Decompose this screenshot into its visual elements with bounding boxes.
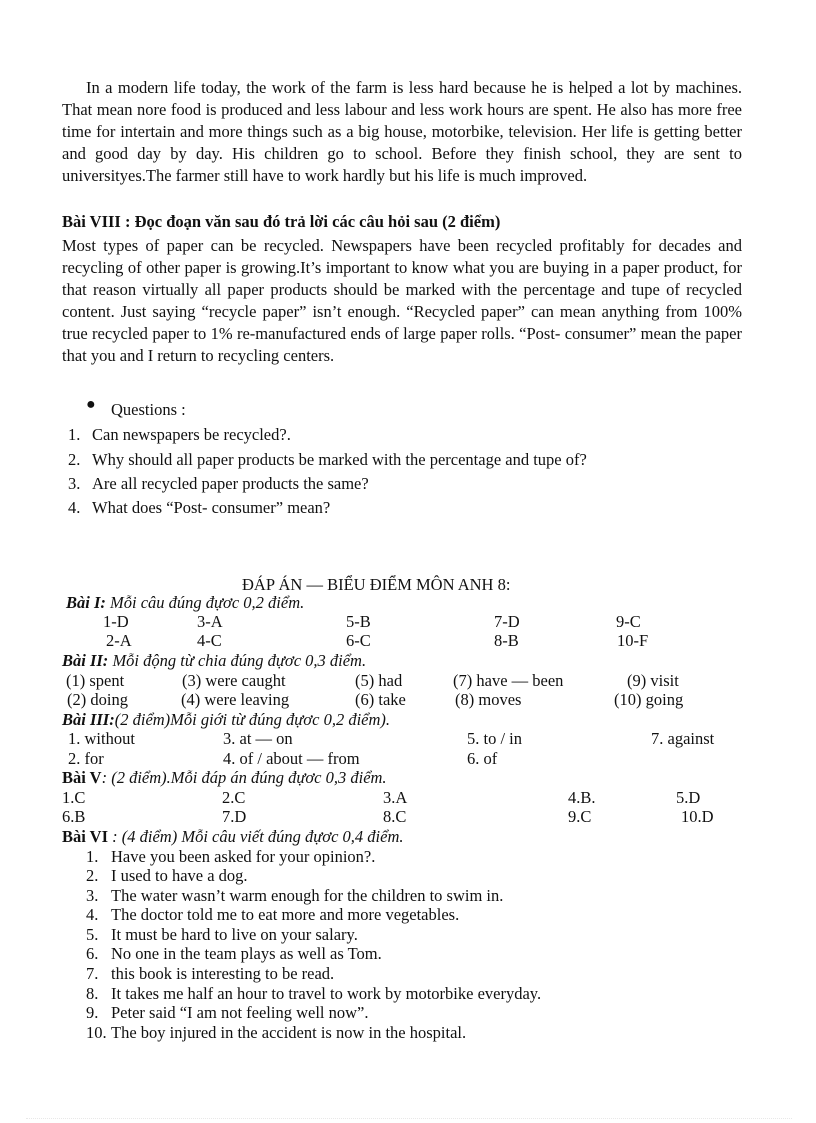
page-bottom-border [26, 1118, 792, 1119]
question-text: Can newspapers be recycled?. [92, 425, 291, 444]
bai5-row2 [0, 807, 816, 827]
answer-cell: (2) doing [67, 690, 128, 709]
answer-cell: 10-F [617, 631, 649, 650]
answer-cell: 1.C [62, 788, 86, 807]
question-num: 3. [68, 474, 81, 493]
item-text: No one in the team plays as well as Tom. [111, 944, 382, 963]
item-num: 8. [86, 984, 99, 1003]
item-text: It must be hard to live on your salary. [111, 925, 358, 944]
bai6-heading [62, 827, 404, 847]
answer-cell: (8) moves [455, 690, 522, 709]
item-text: I used to have a dog. [111, 866, 248, 885]
answer-cell: (10) going [614, 690, 684, 709]
answer-cell: (7) have — been [453, 671, 564, 690]
answer-cell: 4-C [197, 631, 222, 650]
bai6-note: : (4 điểm) Mỗi câu viết đúng đựơc 0,4 điểm. [112, 827, 404, 846]
item-text: The doctor told me to eat more and more vegetables. [111, 905, 460, 924]
bai5-heading [62, 768, 387, 788]
item-text: this book is interesting to be read. [111, 964, 335, 983]
answer-cell: 2. for [68, 749, 104, 768]
answer-cell: 1-D [103, 612, 129, 631]
bai5-note: : (2 điểm).Mỗi đáp án đúng đựơc 0,3 điểm. [101, 768, 387, 787]
item-num: 10. [86, 1023, 107, 1042]
answer-cell: 1. without [68, 729, 135, 748]
question-num: 1. [68, 425, 81, 444]
answer-cell: (3) were caught [182, 671, 286, 690]
answer-cell: 5. to / in [467, 729, 523, 748]
answer-cell: 7-D [494, 612, 520, 631]
answer-cell: 4. of / about — from [223, 749, 360, 768]
bai2-label: Bài II: [62, 651, 109, 670]
item-num: 4. [86, 905, 99, 924]
question-num: 2. [68, 450, 81, 469]
answer-cell: 9.C [568, 807, 592, 826]
bai3-row1 [0, 729, 816, 749]
questions-label: Questions : [111, 400, 186, 419]
bai1-row1 [0, 612, 816, 632]
item-num: 3. [86, 886, 99, 905]
item-num: 9. [86, 1003, 99, 1022]
item-num: 2. [86, 866, 99, 885]
bai6-label: Bài VI [62, 827, 109, 846]
item-text: It takes me half an hour to travel to work by motorbike everyday. [111, 984, 542, 1003]
answer-cell: 2.C [222, 788, 246, 807]
answer-cell: 6.B [62, 807, 86, 826]
bai3-row2 [0, 749, 816, 769]
bai1-label: Bài I: [66, 593, 106, 612]
answer-cell: 8-B [494, 631, 519, 650]
item-text: The water wasn’t warm enough for the children to swim in. [111, 886, 504, 905]
bullet-icon: ● [86, 396, 96, 413]
intro-paragraph: In a modern life today, the work of the farm is less hard because he is helped a lot by machines. That mean nore food is produced and less labour and less work hours are spent. He also has more free time for intertain and more things such as a big house, motorbike, television. Her life is getting better and good day by day. His children go to school. Before they finish school, they are sent to universityes.The farmer still have to work hardly but his life is much improved. [62, 78, 742, 185]
item-text: The boy injured in the accident is now in the hospital. [111, 1023, 467, 1042]
answer-cell: 9-C [616, 612, 641, 631]
bai2-heading [62, 651, 366, 671]
item-num: 5. [86, 925, 99, 944]
answer-cell: 8.C [383, 807, 407, 826]
bai3-label: Bài III: [62, 710, 115, 729]
item-text: Have you been asked for your opinion?. [111, 847, 376, 866]
bai2-note: Mỗi động từ chia đúng đựơc 0,3 điểm. [112, 651, 367, 670]
bai3-heading [62, 710, 390, 730]
bai1-note: Mỗi câu đúng đựơc 0,2 điểm. [110, 593, 305, 612]
answer-cell: 3.A [383, 788, 408, 807]
answer-cell: 7.D [222, 807, 247, 826]
answers-title: ĐÁP ÁN — BIỂU ĐIỂM MÔN ANH 8: [242, 575, 511, 594]
section8-paragraph: Most types of paper can be recycled. Newspapers have been recycled profitably for decades and recycling of other paper is growing.It’s important to know what you are buying in a paper product, for that reason virtually all paper products should be marked with the percentage and tupe of recycled content. Just saying “recycle paper” isn’t enough. “Recycled paper” can mean anything from 100% true recycled paper to 1% re-manufactured ends of large paper rolls. “Post- consumer” mean the paper that you and I return to recycling centers. [62, 236, 742, 365]
item-num: 7. [86, 964, 99, 983]
answer-cell: 3-A [197, 612, 223, 631]
answer-cell: 6. of [467, 749, 498, 768]
section8-heading: Bài VIII : Đọc đoạn văn sau đó trả lời các câu hỏi sau (2 điểm) [62, 212, 501, 231]
item-num: 6. [86, 944, 99, 963]
bai5-label: Bài V [62, 768, 102, 787]
answer-cell: (5) had [355, 671, 403, 690]
answer-cell: (6) take [355, 690, 406, 709]
answer-cell: 4.B. [568, 788, 596, 807]
answer-cell: 10.D [681, 807, 714, 826]
bai1-row2 [0, 631, 816, 651]
question-text: Why should all paper products be marked with the percentage and tupe of? [92, 450, 587, 469]
question-text: What does “Post- consumer” mean? [92, 498, 331, 517]
answer-cell: 5-B [346, 612, 371, 631]
question-num: 4. [68, 498, 81, 517]
answer-cell: 7. against [651, 729, 715, 748]
bai5-row1 [0, 788, 816, 808]
bai3-note: (2 điểm)Mỗi giới từ đúng đựơc 0,2 điểm). [114, 710, 391, 729]
answer-cell: 5.D [676, 788, 701, 807]
answer-cell: (4) were leaving [181, 690, 290, 709]
item-text: Peter said “I am not feeling well now”. [111, 1003, 369, 1022]
question-text: Are all recycled paper products the same? [92, 474, 369, 493]
bai2-row2 [0, 690, 816, 710]
answer-cell: 6-C [346, 631, 371, 650]
answer-cell: (9) visit [627, 671, 679, 690]
answer-cell: 3. at — on [223, 729, 293, 748]
bai2-row1 [0, 671, 816, 691]
answer-cell: (1) spent [66, 671, 125, 690]
answer-cell: 2-A [106, 631, 132, 650]
item-num: 1. [86, 847, 99, 866]
bai1-heading [66, 593, 304, 613]
